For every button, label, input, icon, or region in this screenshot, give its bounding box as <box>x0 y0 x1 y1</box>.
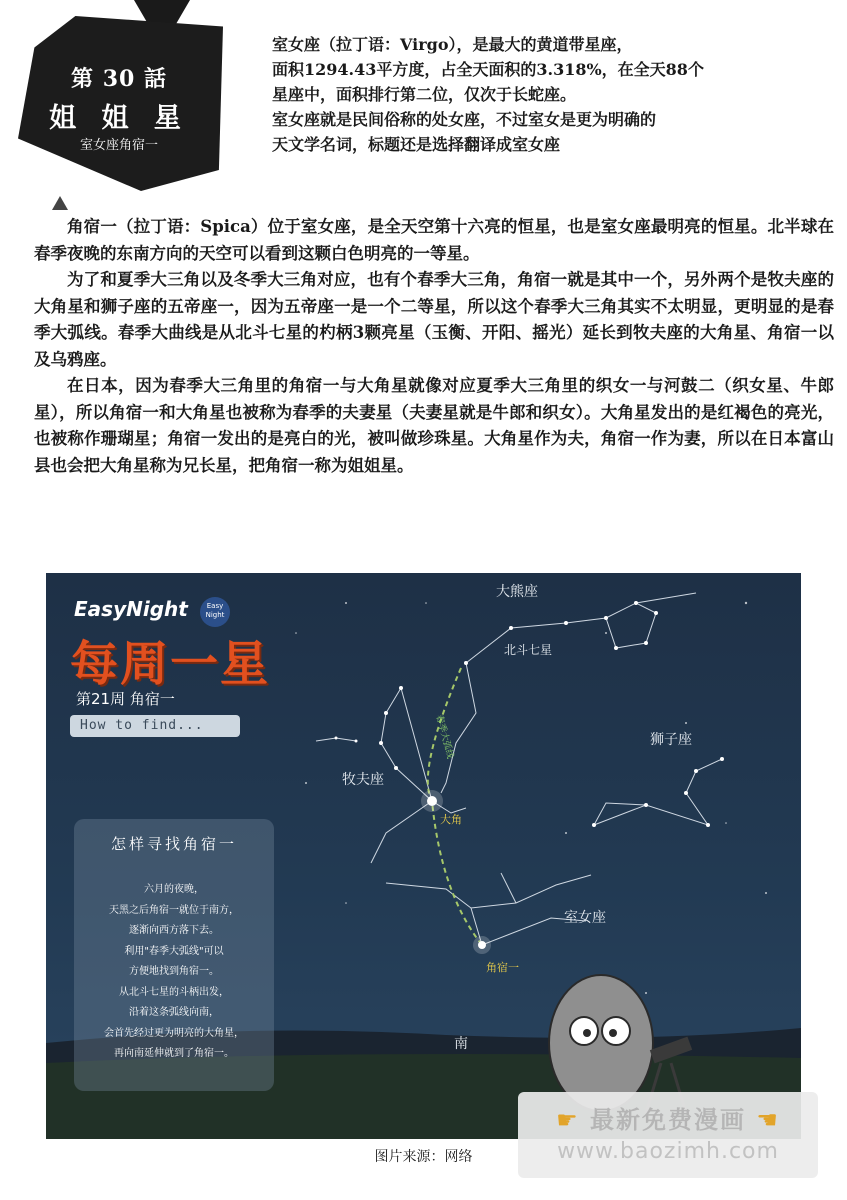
ursa-major-lines <box>441 593 696 793</box>
image-caption: 图片来源：网络 <box>374 1149 473 1165</box>
guide-line: 利用"春季大弧线"可以 <box>124 945 224 957</box>
guide-line: 沿着这条弧线向南， <box>129 1007 219 1018</box>
intro-line: 天文学名词，标题还是选择翻译成室女座 <box>272 135 561 154</box>
how-to-find-bar: How to find... <box>70 715 240 737</box>
guide-line: 方便地找到角宿一。 <box>129 966 219 977</box>
guide-line: 再向南延伸就到了角宿一。 <box>114 1048 234 1059</box>
intro-line: 室女座（拉丁语：Virgo），是最大的黄道带星座， <box>272 35 633 54</box>
virgo-lines <box>386 873 591 945</box>
label-ursa-major: 大熊座 <box>496 584 538 600</box>
poster-title: 每周一星 <box>70 636 271 692</box>
hand-icon: ☛ <box>556 1106 580 1134</box>
leo-lines <box>594 759 722 825</box>
paragraph: 角宿一（拉丁语：Spica）位于室女座，是全天空第十六亮的恒星，也是室女座最明亮的恒星。北半球在春季夜晚的东南方向的天空可以看到这颗白色明亮的一等星。 <box>34 217 834 263</box>
paragraph: 为了和夏季大三角以及冬季大三角对应，也有个春季大三角，角宿一就是其中一个，另外两个是牧夫座的大角星和狮子座的五帝座一，因为五帝座一是一个二等星，所以这个春季大三角其实不太明显，更明显的是春季大弧线。春季大曲线是从北斗七星的杓柄3颗亮星（玉衡、开阳、摇光）延长到牧夫座的大角星、角宿一以及乌鸦座。 <box>34 270 834 369</box>
watermark-line <box>518 1100 818 1135</box>
bootes-stars <box>335 686 404 770</box>
guide-line: 从北斗七星的斗柄出发， <box>119 986 229 998</box>
guide-line: 天黑之后角宿一就位于南方， <box>109 904 239 916</box>
decor-small-triangle <box>52 196 68 210</box>
label-big-dipper: 北斗七星 <box>504 643 553 657</box>
episode-title: 姐 姐 星 <box>49 103 189 134</box>
label-virgo: 室女座 <box>564 910 606 926</box>
article-body <box>34 214 834 479</box>
brand-logo: EasyNight <box>74 597 188 621</box>
guide-line: 六月的夜晚， <box>144 884 204 895</box>
label-south: 南 <box>454 1036 468 1052</box>
watermark <box>518 1092 818 1178</box>
label-bootes: 牧夫座 <box>342 772 384 788</box>
label-spica: 角宿一 <box>486 961 519 974</box>
guide-lines <box>74 880 274 1065</box>
label-leo: 狮子座 <box>650 732 692 748</box>
spica-glow <box>473 936 491 954</box>
episode-number: 第 30 話 <box>71 66 167 92</box>
intro-line: 室女座就是民间俗称的处女座，不过室女是更为明确的 <box>272 110 657 129</box>
label-spring-arc: 春季大弧线 <box>433 713 455 760</box>
episode-badge <box>14 0 239 215</box>
brand-badge-logo: Easy Night <box>200 597 230 627</box>
intro-line: 面积1294.43平方度，占全天面积的3.318%，在全天88个 <box>272 60 704 79</box>
arcturus-glow <box>421 790 443 812</box>
watermark-text: 最新免费漫画 <box>590 1106 746 1134</box>
poster-week: 第21周 角宿一 <box>76 690 175 708</box>
intro-text <box>272 32 832 157</box>
guide-panel <box>74 819 274 1091</box>
watermark-url: www.baozimh.com <box>557 1139 779 1164</box>
episode-subtitle: 室女座角宿一 <box>79 138 158 153</box>
intro-line: 星座中，面积排行第二位，仅次于长蛇座。 <box>272 85 577 104</box>
guide-line: 逐渐向西方落下去。 <box>129 925 219 936</box>
background-stars <box>295 602 767 994</box>
paragraph: 在日本，因为春季大三角里的角宿一与大角星就像对应夏季大三角里的织女一与河鼓二（织女星、牛郎星），所以角宿一和大角星也被称为春季的夫妻星（夫妻星就是牛郎和织女）。大角星发出的是红褐色的亮光，也被称作珊瑚星；角宿一发出的是亮白的光，被叫做珍珠星。大角星作为夫，角宿一作为妻，所以在日本富山县也会把大角星称为兄长星，把角宿一称为姐姐星。 <box>34 376 834 475</box>
hand-icon: ☚ <box>756 1106 780 1134</box>
star-map-poster <box>46 573 801 1139</box>
guide-line: 会首先经过更为明亮的大角星， <box>104 1027 244 1039</box>
ursa-major-stars <box>464 601 658 665</box>
guide-title: 怎样寻找角宿一 <box>110 835 237 853</box>
label-arcturus: 大角 <box>440 813 462 826</box>
